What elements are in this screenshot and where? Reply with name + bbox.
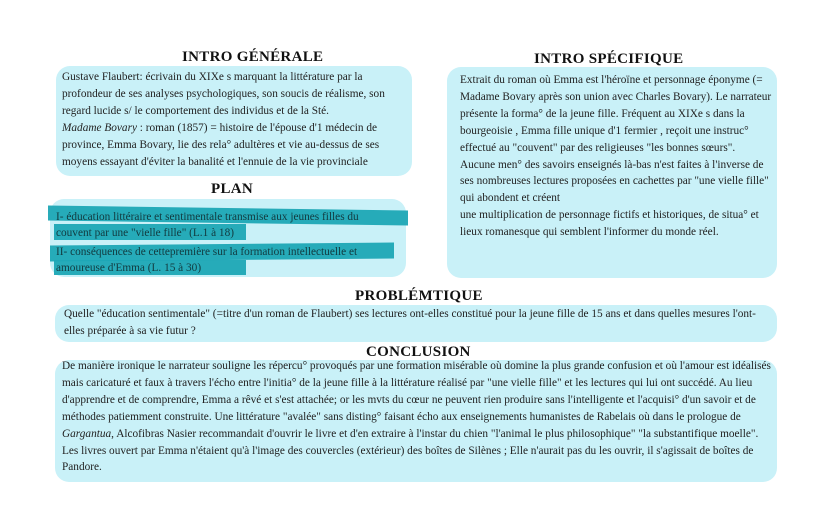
gargantua-title: Gargantua <box>62 427 112 440</box>
conclusion-paragraph <box>62 358 774 476</box>
intro-generale-paragraph-1: Gustave Flaubert: écrivain du XIXe s marquant la littérature par la profondeur de ses analyses psychologiques, son soucis de réalisme, son regard lucide s/ le comportement des individus et de la Sté. <box>62 71 385 117</box>
conclusion-text-part-2: , Alcofibras Nasier recommandait d'ouvrir le livre et d'en extraire à l'instar du chien "l'animal le plus philosophique" "la substantifique moelle". Les livres ouvert par Emma n'étaient qu'à l'image des couvercles (extérieur) des boîtes de Silènes ; Elle n'aurait pas du les ouvrir, il s'agissait de boîtes de Pandore. <box>62 427 759 474</box>
problematique-title: PROBLÉMTIQUE <box>355 288 483 304</box>
conclusion-text <box>62 358 774 476</box>
plan-item-1-line-1: I- éducation littéraire et sentimentale transmise aux jeunes filles du <box>56 211 359 223</box>
novel-title: Madame Bovary <box>62 121 137 134</box>
conclusion-title: CONCLUSION <box>366 344 471 360</box>
conclusion-text-part-1: De manière ironique le narrateur souligne les répercu° provoqués par une formation misérable où domine la plus grande confusion et où l'amour est idéalisés mais caricaturé et faux à travers l'écho entre l'initia° de la jeune fille à la littérature réalisé par "une vielle fille" et les lectures qui lui ont succédé. Au lieu d'apprendre et de comprendre, Emma a rêvé et s'est attachée; or les mvts du cœur ne peuvent rien produire sans l'intelligente et l'acquisi° d'un savoir et de méthodes patiemment construite. Une littérature "avalée" sans disting° faisant écho aux enseignements humanistes de Rabelais où dans le prologue de <box>62 360 771 423</box>
intro-generale-paragraph-2 <box>62 120 406 171</box>
plan-title: PLAN <box>211 181 254 197</box>
intro-generale-text <box>62 69 406 170</box>
intro-specifique-paragraph-2: une multiplication de personnage fictifs et historiques, de situa° et lieux romanesque qui semblent l'informer du monde réel. <box>460 209 759 239</box>
plan-item-2-line-2: amoureuse d'Emma (L. 15 à 30) <box>56 262 202 274</box>
intro-generale-paragraph-2-rest: : roman (1857) = histoire de l'épouse d'1 médecin de province, Emma Bovary, lie des rela° adultères et vie au-dessus de ses moyens essayant d'éviter la banalité et l'ennuie de la vie provinciale <box>62 121 380 168</box>
intro-specifique-title: INTRO SPÉCIFIQUE <box>534 51 684 67</box>
plan-item-2-line-1: II- conséquences de cettepremière sur la formation intellectuelle et <box>56 246 358 258</box>
intro-specifique-text <box>460 72 772 241</box>
intro-generale-title: INTRO GÉNÉRALE <box>182 49 324 65</box>
problematique-text: Quelle "éducation sentimentale" (=titre d'un roman de Flaubert) ses lectures ont-elles constitué pour la jeune fille de 15 ans et dans quelles mesures l'ont-elles préparée à sa vie futur ? <box>64 308 756 337</box>
intro-specifique-paragraph-1: Extrait du roman où Emma est l'héroïne et personnage éponyme (= Madame Bovary après son union avec Charles Bovary). Le narrateur présente la forma° de la jeune fille. Fréquent au XIXe s dans la bourgeoisie , Emma fille unique d'1 fermier , reçoit une instruc° effectué au "couvent" par des religieuses "les bonnes sœurs". Aucune men° des savoirs enseignés là-bas n'est faites à l'inverse de ses nombreuses lectures proposées en cachettes par "une vielle fille" qui abondent et créent <box>460 74 772 205</box>
plan-item-1-line-2: couvent par une "vielle fille" (L.1 à 18) <box>56 227 234 239</box>
